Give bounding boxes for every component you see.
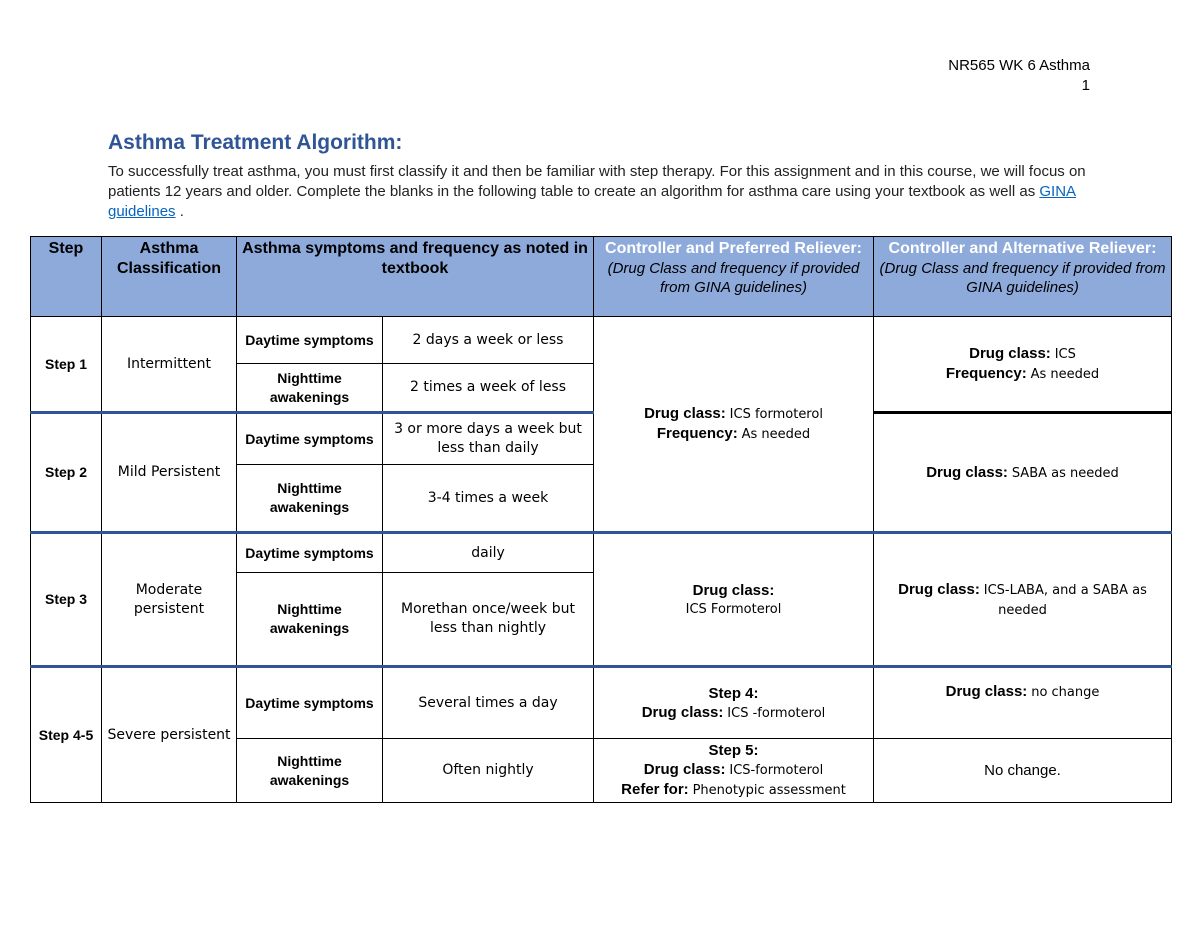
preferred-step12-cell (594, 317, 874, 533)
header-preferred-title: Controller and Preferred Reliever: (605, 240, 862, 257)
header-symptoms: Asthma symptoms and frequency as noted in textbook (237, 237, 594, 317)
header-classification: Asthma Classification (102, 237, 237, 317)
drug-class-label: Drug class: (926, 463, 1008, 481)
header-preferred-sub: (Drug Class and frequency if provided from GINA guidelines) (607, 260, 860, 296)
symptom-label: Nighttime awakenings (237, 573, 383, 667)
asthma-algorithm-table (30, 236, 1172, 803)
refer-for-label: Refer for: (621, 781, 689, 798)
symptom-value: daily (383, 533, 594, 573)
drug-class-value: ICS -formoterol (727, 705, 826, 721)
symptom-value: Several times a day (383, 667, 594, 739)
preferred-step3-cell (594, 533, 874, 667)
intro-after: . (175, 203, 184, 220)
classification-cell: Severe persistent (102, 667, 237, 803)
classification-cell: Mild Persistent (102, 413, 237, 533)
frequency-label: Frequency: (656, 425, 738, 442)
symptom-label: Nighttime awakenings (237, 739, 383, 803)
symptom-label: Nighttime awakenings (237, 364, 383, 413)
header-alternative-sub: (Drug Class and frequency if provided from GINA guidelines) (879, 260, 1166, 296)
header-row (31, 237, 1172, 317)
drug-class-label: Drug class: (641, 703, 724, 721)
symptom-label: Nighttime awakenings (237, 465, 383, 533)
table-row (31, 667, 1172, 739)
gina-guidelines-link[interactable]: GINA guidelines (108, 183, 1077, 220)
header-preferred (594, 237, 874, 317)
running-header (948, 56, 1090, 96)
drug-class-label: Drug class: (898, 580, 980, 598)
symptom-value: 3-4 times a week (383, 465, 594, 533)
page-number: 1 (1081, 77, 1090, 94)
step-cell: Step 4-5 (31, 667, 102, 803)
symptom-label: Daytime symptoms (237, 533, 383, 573)
course-label: NR565 WK 6 Asthma (948, 57, 1090, 74)
symptom-value: 2 days a week or less (383, 317, 594, 364)
page-title: Asthma Treatment Algorithm: (108, 131, 403, 154)
symptom-value: Morethan once/week but less than nightly (383, 573, 594, 667)
frequency-label: Frequency: (945, 365, 1027, 382)
drug-class-value: ICS-formoterol (729, 763, 824, 778)
header-alternative (874, 237, 1172, 317)
step4-label: Step 4: (708, 684, 759, 702)
preferred-step5-cell (594, 739, 874, 803)
step-cell: Step 1 (31, 317, 102, 413)
step5-label: Step 5: (708, 742, 759, 759)
frequency-value: As needed (1030, 367, 1100, 382)
drug-class-value: SABA as needed (1011, 465, 1119, 481)
drug-class-label: Drug class: (692, 581, 775, 599)
drug-class-value: ICS-LABA, and a SABA as needed (983, 582, 1147, 618)
alternative-step2-cell (874, 413, 1172, 533)
frequency-value: As needed (741, 427, 811, 442)
alternative-step5-cell: No change. (874, 739, 1172, 803)
preferred-step4-cell (594, 667, 874, 739)
alternative-step1-cell (874, 317, 1172, 413)
header-step: Step (31, 237, 102, 317)
symptom-label: Daytime symptoms (237, 413, 383, 465)
drug-class-value: ICS (1054, 347, 1076, 362)
intro-text: To successfully treat asthma, you must first classify it and then be familiar with step therapy. For this assignment and in this course, we will focus on patients 12 years and older. Complete the blanks in the following table to create an algorithm for asthma care using your textbook as well as (108, 163, 1086, 200)
classification-cell: Intermittent (102, 317, 237, 413)
step-cell: Step 3 (31, 533, 102, 667)
symptom-value: 3 or more days a week but less than daily (383, 413, 594, 465)
symptom-label: Daytime symptoms (237, 667, 383, 739)
drug-class-label: Drug class: (945, 683, 1028, 700)
table-row (31, 533, 1172, 573)
drug-class-value: ICS formoterol (729, 407, 823, 422)
drug-class-label: Drug class: (969, 345, 1051, 362)
drug-class-label: Drug class: (643, 761, 726, 778)
intro-paragraph (108, 162, 1098, 222)
step-cell: Step 2 (31, 413, 102, 533)
drug-class-value: ICS Formoterol (685, 601, 782, 617)
header-alternative-title: Controller and Alternative Reliever: (888, 240, 1157, 257)
table-row (31, 317, 1172, 364)
alternative-step4-cell (874, 667, 1172, 739)
drug-class-label: Drug class: (644, 405, 726, 422)
symptom-value: 2 times a week of less (383, 364, 594, 413)
symptom-value: Often nightly (383, 739, 594, 803)
refer-for-value: Phenotypic assessment (692, 783, 846, 798)
classification-cell: Moderate persistent (102, 533, 237, 667)
alternative-step3-cell (874, 533, 1172, 667)
symptom-label: Daytime symptoms (237, 317, 383, 364)
drug-class-value: no change (1031, 685, 1100, 700)
